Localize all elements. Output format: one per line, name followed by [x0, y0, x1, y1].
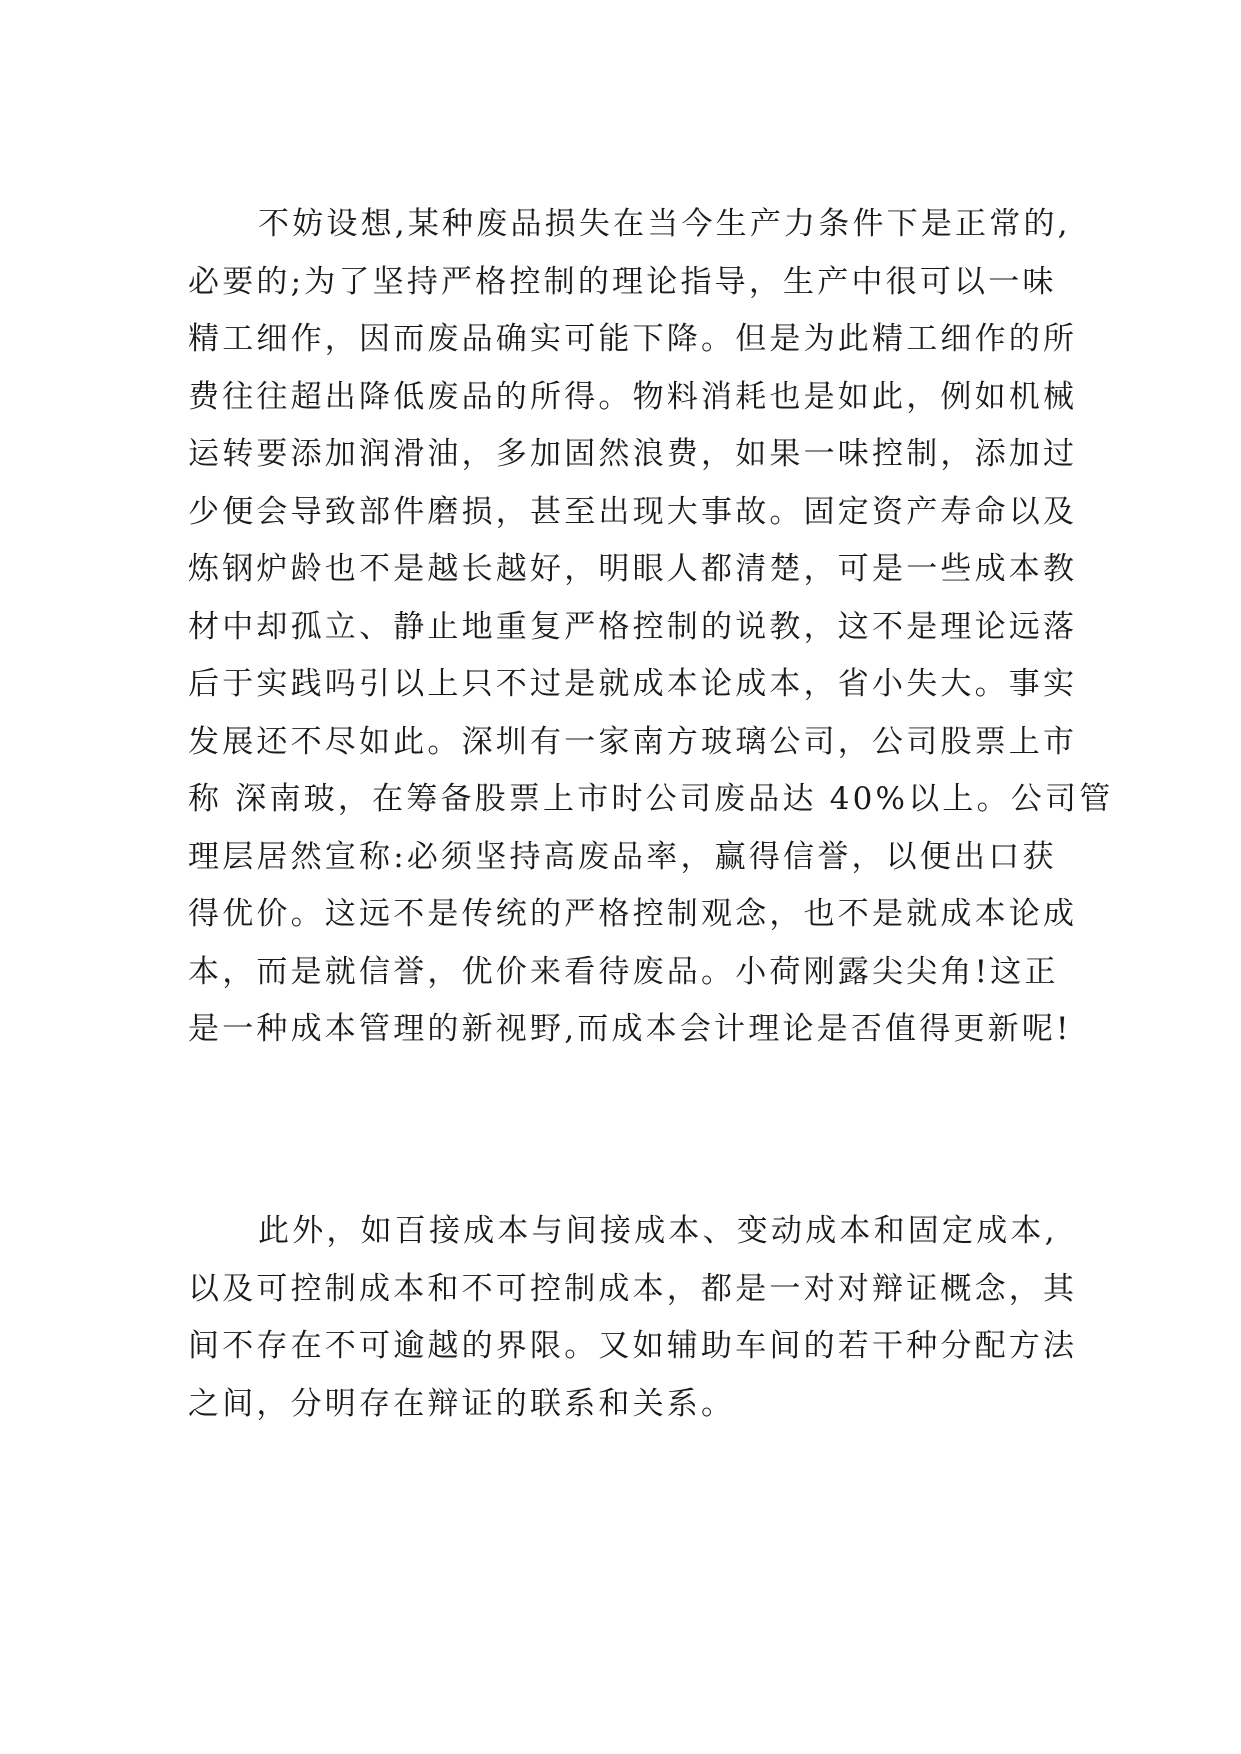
text-line: 后于实践吗引以上只不过是就成本论成本，省小失大。事实 [188, 666, 1078, 702]
paragraph-waste-loss [188, 196, 1114, 1059]
text-line: 此外，如百接成本与间接成本、变动成本和固定成本, [258, 1213, 1058, 1249]
text-line: 精工细作，因而废品确实可能下降。但是为此精工细作的所 [188, 321, 1078, 357]
text-line: 运转要添加润滑油，多加固然浪费，如果一味控制，添加过 [188, 436, 1078, 472]
text-line: 必要的;为了坚持严格控制的理论指导，生产中很可以一味 [188, 263, 1057, 300]
paragraph-dialectic-costs [188, 1203, 1088, 1433]
text-line: 材中却孤立、静止地重复严格控制的说教，这不是理论远落 [188, 608, 1078, 645]
text-line: 得优价。这远不是传统的严格控制观念，也不是就成本论成 [188, 896, 1078, 932]
text-line: 以及可控制成本和不可控制成本，都是一对对辩证概念，其 [188, 1270, 1078, 1307]
text-line: 炼钢炉龄也不是越长越好，明眼人都清楚，可是一些成本教 [188, 551, 1078, 587]
text-line: 间不存在不可逾越的界限。又如辅助车间的若干种分配方法 [188, 1328, 1078, 1364]
text-line: 是一种成本管理的新视野,而成本会计理论是否值得更新呢! [188, 1011, 1072, 1047]
text-line: 少便会导致部件磨损，甚至出现大事故。固定资产寿命以及 [188, 493, 1078, 530]
text-line: 发展还不尽如此。深圳有一家南方玻璃公司，公司股票上市 [188, 723, 1078, 760]
text-line: 称 深南玻，在筹备股票上市时公司废品达 40%以上。公司管 [188, 781, 1114, 817]
text-line: 理层居然宣称:必须坚持高废品率，赢得信誉，以便出口获 [188, 838, 1057, 875]
text-line: 本，而是就信誉，优价来看待废品。小荷刚露尖尖角!这正 [188, 953, 1059, 990]
text-line: 费往往超出降低废品的所得。物料消耗也是如此，例如机械 [188, 378, 1078, 415]
text-line: 之间，分明存在辩证的联系和关系。 [188, 1385, 736, 1422]
text-line: 不妨设想,某种废品损失在当今生产力条件下是正常的, [258, 206, 1071, 242]
